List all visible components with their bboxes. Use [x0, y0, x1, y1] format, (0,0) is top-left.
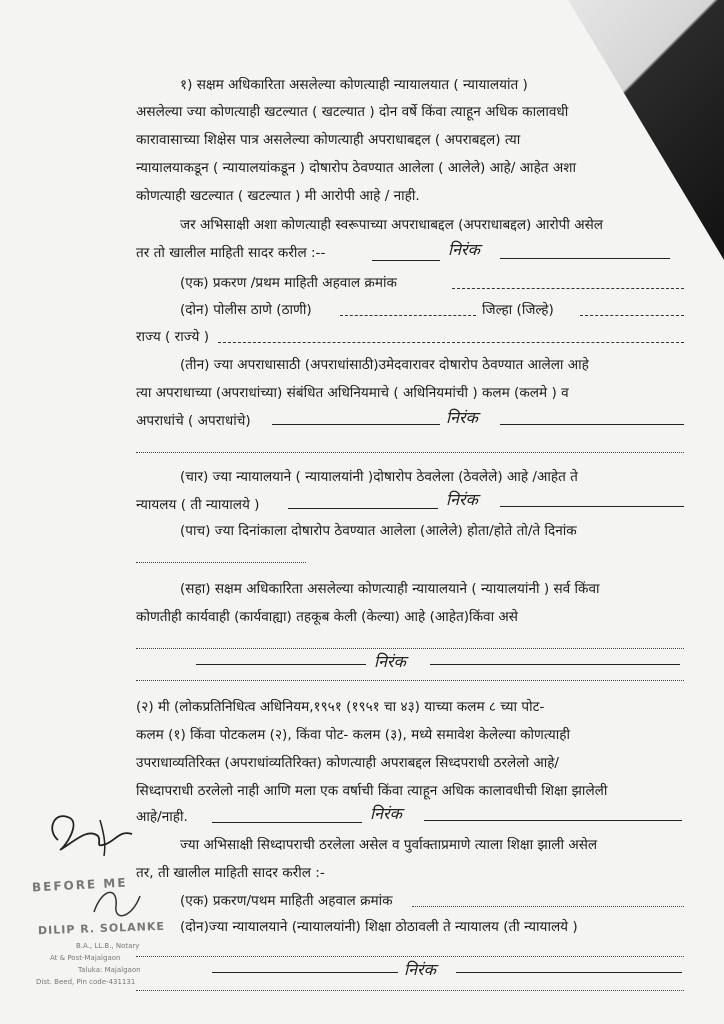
- handwritten-underline: [456, 972, 682, 973]
- dotted-line: [136, 680, 684, 681]
- handwritten-underline: [196, 664, 366, 665]
- item-char-line2: न्यायलय ( ती न्यायालये ): [136, 497, 260, 513]
- dotted-line: [136, 956, 684, 957]
- item-ek: (एक) प्रकरण /प्रथम माहिती अहवाल क्रमांक: [180, 275, 397, 291]
- handwritten-underline: [500, 424, 684, 425]
- handwritten-underline: [430, 664, 680, 665]
- dash-line: [340, 315, 476, 316]
- para1-line2: असलेल्या ज्या कोणत्याही खटल्यात ( खटल्यात ) दोन वर्षे किंवा त्याहून अधिक कालावधी: [136, 104, 569, 120]
- dotted-line: [136, 990, 684, 991]
- stamp-degree: B.A., LL.B., Notary: [76, 942, 140, 950]
- stamp-taluka: Taluka: Majalgaon: [78, 966, 141, 974]
- para1-line5: कोणत्याही खटल्यात ( खटल्यात ) मी आरोपी आहे / नाही.: [136, 188, 420, 204]
- stamp-name: DILIP R. SOLANKE: [37, 919, 166, 938]
- para1-line1: १) सक्षम अधिकारिता असलेल्या कोणत्याही न्यायालयात ( न्यायालयांत ): [180, 77, 528, 93]
- stamp-before-me: BEFORE ME: [31, 875, 128, 895]
- item-teen-line1: (तीन) ज्या अपराधासाठी (अपराधांसाठी)उमेदवारावर दोषारोप ठेवण्यात आलेला आहे: [180, 357, 589, 373]
- dotted-line: [412, 906, 684, 907]
- dotted-line: [136, 648, 684, 649]
- handwritten-underline: [272, 424, 440, 425]
- para4-item-don: (दोन)ज्या न्यायालयाने (न्यायालयांनी) शिक्षा ठोठावली ते न्यायालय (ती न्यायालये ): [180, 919, 578, 935]
- item-teen-line2: त्या अपराधाच्या (अपराधांच्या) संबंधित अधिनियमाचे ( अधिनियमांची ) कलम (कलमे ) व: [136, 385, 569, 401]
- notary-stamp: [28, 870, 198, 1020]
- para2-line1: जर अभिसाक्षी अशा कोणत्याही स्वरूपाच्या अपराधाबद्दल (अपराधाबद्दल) आरोपी असेल: [180, 217, 603, 233]
- item-rajya: राज्य ( राज्ये ): [136, 329, 210, 345]
- para3-line5: आहे/नाही.: [136, 809, 188, 825]
- handwritten-nirank-1: निरंक: [448, 240, 480, 259]
- handwritten-nirank-6: निरंक: [404, 960, 436, 979]
- handwritten-underline: [500, 258, 670, 259]
- dotted-line: [136, 452, 684, 453]
- dash-line: [452, 288, 684, 289]
- item-char-line1: (चार) ज्या न्यायालयाने ( न्यायालयांनी )दोषारोप ठेवलेला (ठेवलेले) आहे /आहेत ते: [180, 469, 578, 485]
- handwritten-nirank-4: निरंक: [374, 652, 406, 671]
- handwritten-nirank-2: निरंक: [446, 408, 478, 427]
- dotted-line: [136, 562, 306, 563]
- para1-line3: कारावासाच्या शिक्षेस पात्र असलेल्या कोणत्याही अपराधाबद्दल ( अपराबद्दल) त्या: [136, 132, 521, 148]
- item-saha-line2: कोणतीही कार्यवाही (कार्यवाह्या) तहकूब केली (केल्या) आहे (आहेत)किंवा असे: [136, 609, 518, 625]
- handwritten-nirank-3: निरंक: [446, 490, 478, 509]
- para3-line2: कलम (१) किंवा पोटकलम (२), किंवा पोट- कलम (३), मध्ये समावेश केलेल्या कोणत्याही: [136, 727, 570, 743]
- para4-line2: तर, ती खालील माहिती सादर करील :-: [136, 865, 325, 881]
- item-don: (दोन) पोलीस ठाणे (ठाणी): [180, 302, 312, 318]
- handwritten-underline: [424, 820, 682, 821]
- para3-line3: उपराधाव्यतिरिक्त (अपराधांव्यतिरिक्त) कोणत्याही अपराबद्दल सिध्दपराधी ठरलेलो आहे/: [136, 755, 560, 771]
- dash-line: [218, 342, 684, 343]
- handwritten-underline: [288, 508, 438, 509]
- handwritten-underline: [212, 972, 398, 973]
- para3-line1: (२) मी (लोकप्रतिनिधित्व अधिनियम,१९५१ (१९५१ चा ४३) याच्या कलम ८ च्या पोट-: [136, 699, 545, 715]
- handwritten-nirank-5: निरंक: [370, 804, 402, 823]
- handwritten-underline: [372, 260, 440, 261]
- para3-line4: सिध्दापराधी ठरलेलो नाही आणि मला एक वर्षाची किंवा त्याहून अधिक कालावधीची शिक्षा झालेली: [136, 783, 608, 799]
- item-teen-line3: अपराधांचे ( अपराधांचे): [136, 413, 251, 429]
- stamp-signature: [88, 882, 148, 926]
- para2-line2: तर तो खालील माहिती सादर करील :--: [136, 245, 326, 261]
- dash-line: [580, 315, 684, 316]
- item-saha-line1: (सहा) सक्षम अधिकारिता असलेल्या कोणत्याही न्यायालयाने ( न्यायालयांनी ) सर्व किंवा: [180, 581, 600, 597]
- signature: [40, 800, 150, 870]
- item-pach: (पाच) ज्या दिनांकाला दोषारोप ठेवण्यात आलेला (आलेले) होता/होते तो/ते दिनांक: [180, 523, 577, 539]
- handwritten-underline: [212, 822, 362, 823]
- item-jilha: जिल्हा (जिल्हे): [482, 302, 554, 318]
- handwritten-underline: [500, 506, 684, 507]
- para4-line1: ज्या अभिसाक्षी सिध्दापराची ठरलेला असेल व पुर्वाक्ताप्रमाणे त्याला शिक्षा झाली असेल: [180, 837, 598, 853]
- para1-line4: न्यायालयाकडून ( न्यायालयांकडून ) दोषारोप ठेवण्यात आलेला ( आलेले) आहे/ आहेत अशा: [136, 160, 577, 176]
- para4-item-ek: (एक) प्रकरण/पथम माहिती अहवाल क्रमांक: [180, 893, 393, 909]
- stamp-post: At & Post-Majalgaon: [50, 954, 121, 962]
- stamp-district: Dist. Beed, Pin code-431131: [36, 978, 136, 986]
